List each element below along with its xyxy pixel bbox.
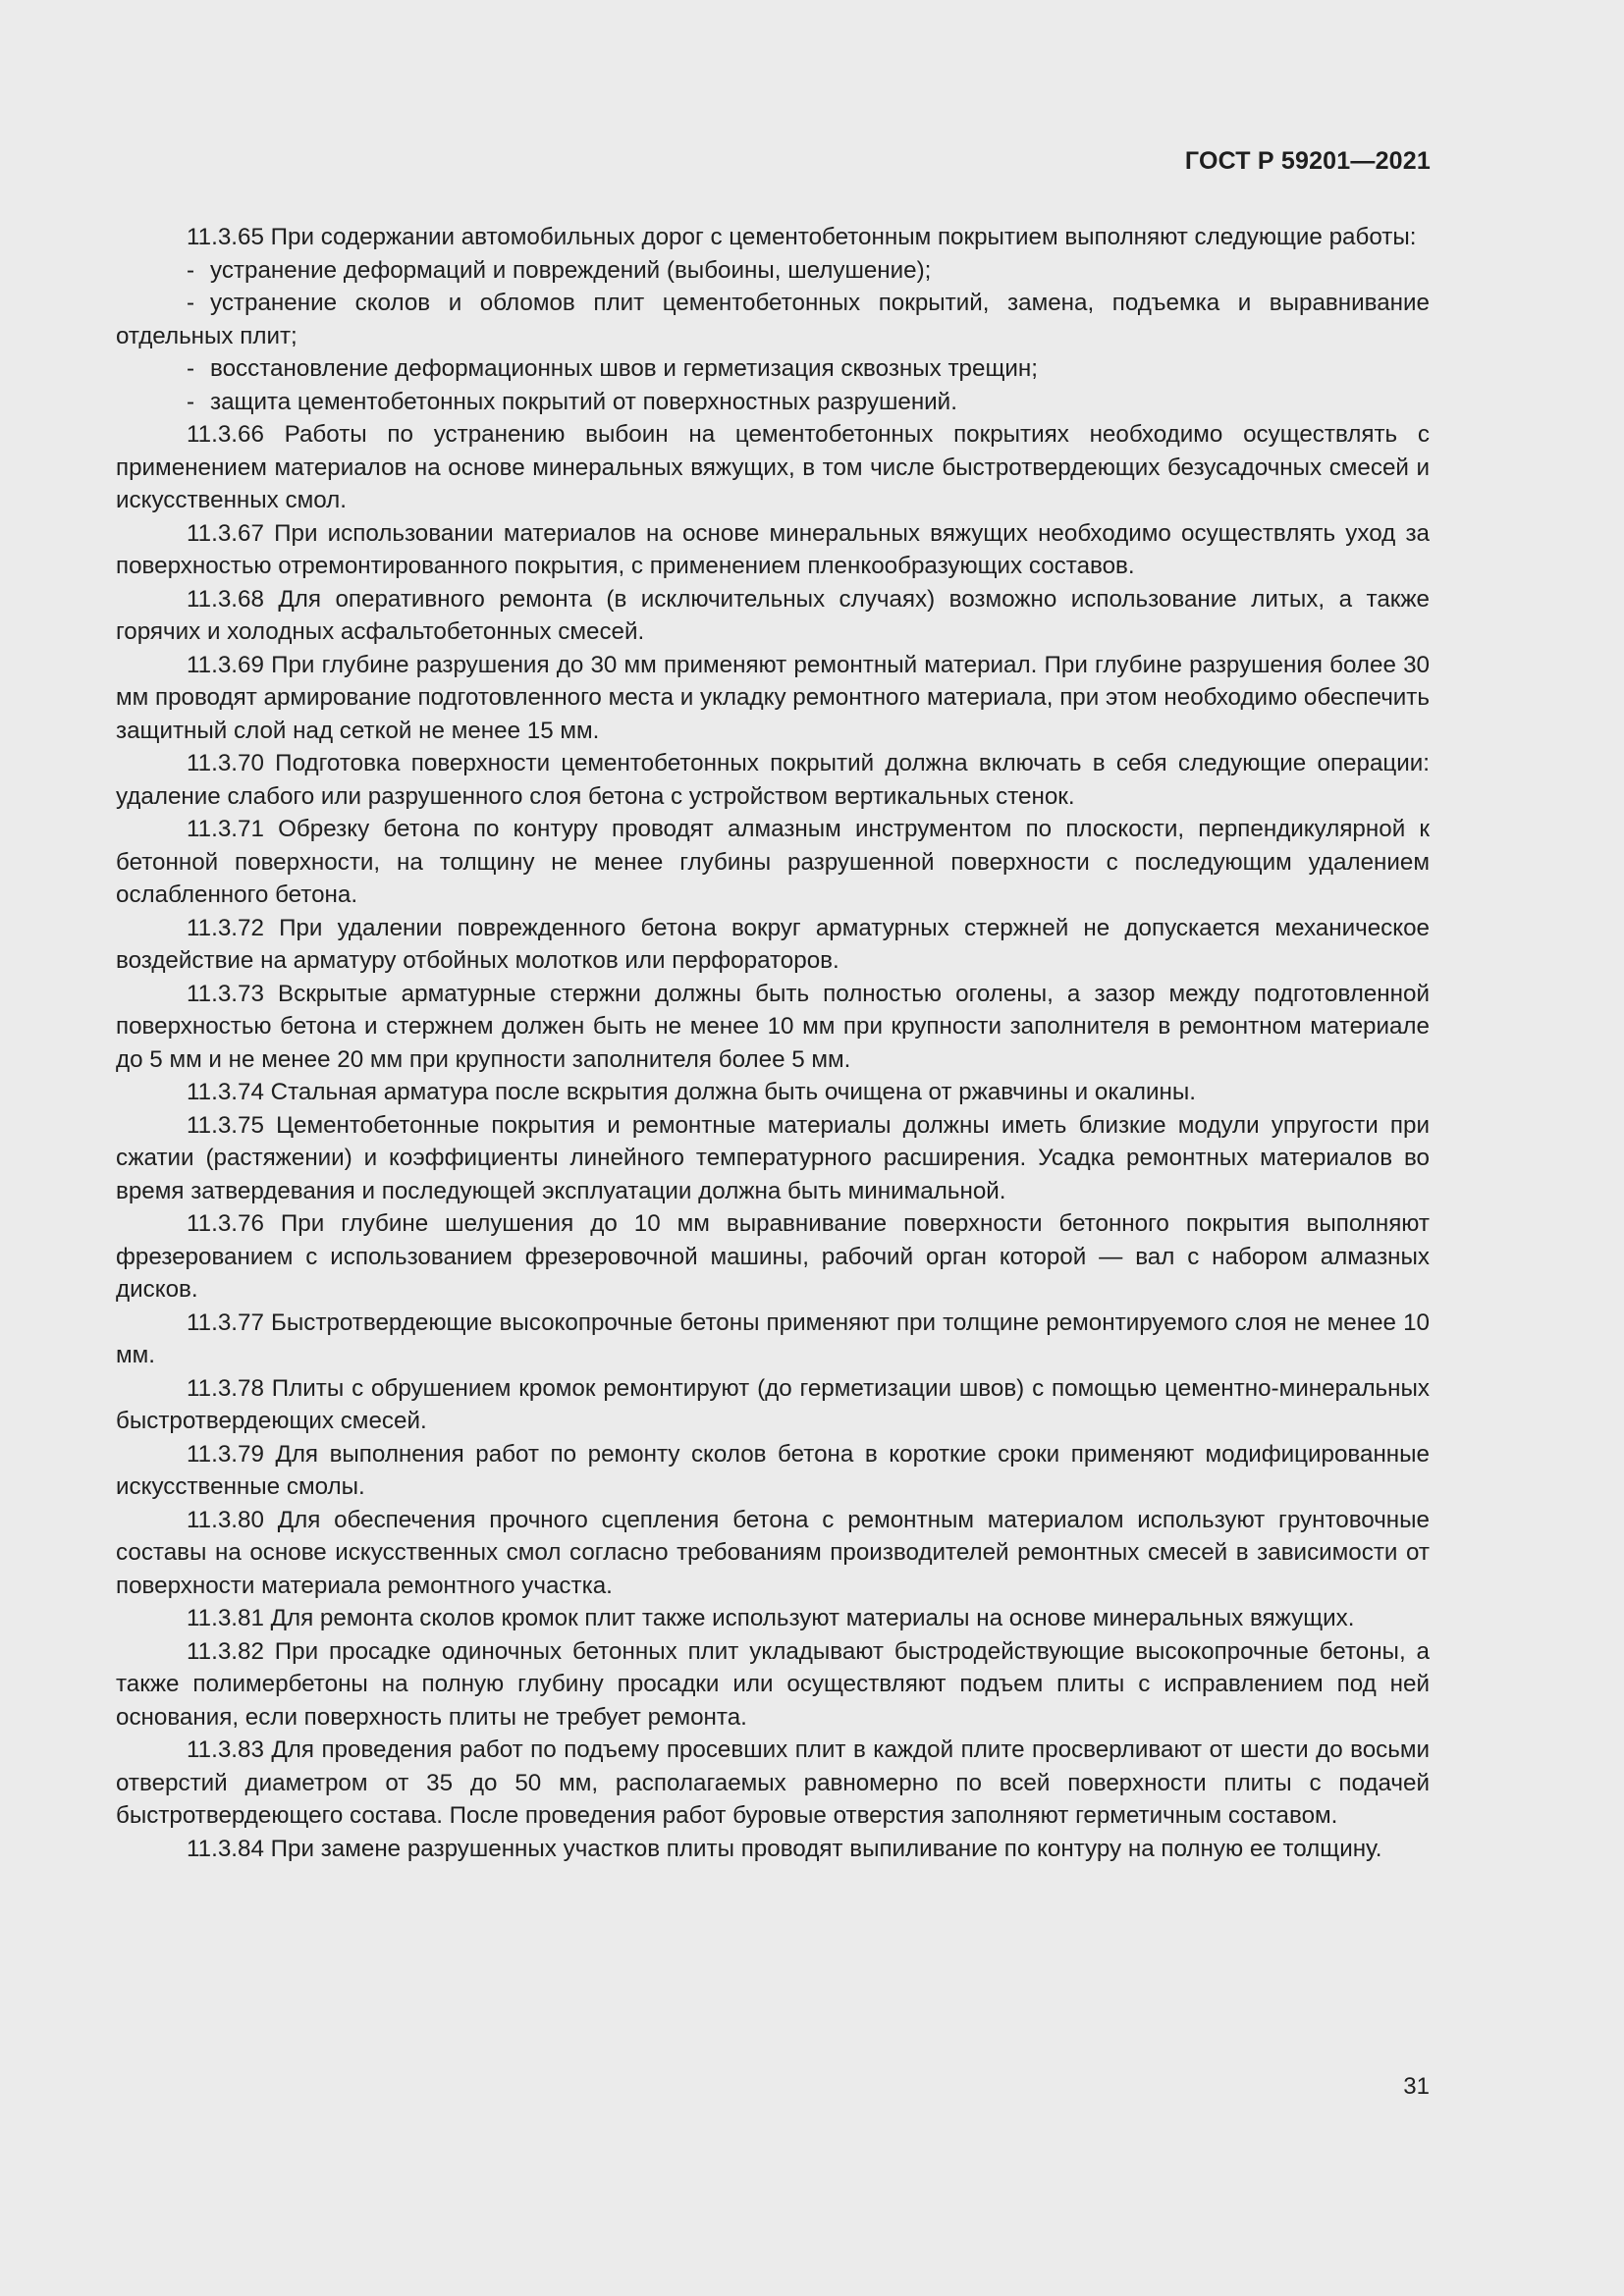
clause-paragraph: 11.3.78 Плиты с обрушением кромок ремонтируют (до герметизации швов) с помощью цементно-минеральных быстротвердеющих смесей. — [116, 1374, 1430, 1434]
list-dash: - — [187, 355, 195, 382]
list-item — [116, 386, 1430, 419]
clause-paragraph: 11.3.84 При замене разрушенных участков плиты проводят выпиливание по контуру на полную ее толщину. — [187, 1835, 1382, 1862]
clause-paragraph: 11.3.76 При глубине шелушения до 10 мм выравнивание поверхности бетонного покрытия выполняют фрезерованием с использованием фрезеровочной машины, рабочий орган которой — вал с набором алмазных дисков. — [116, 1210, 1430, 1303]
clause-paragraph: 11.3.81 Для ремонта сколов кромок плит также используют материалы на основе минеральных вяжущих. — [187, 1605, 1355, 1631]
clause-paragraph: 11.3.72 При удалении поврежденного бетона вокруг арматурных стержней не допускается механическое воздействие на арматуру отбойных молотков или перфораторов. — [116, 914, 1430, 974]
clause-paragraph: 11.3.73 Вскрытые арматурные стержни должны быть полностью оголены, а зазор между подготовленной поверхностью бетона и стержнем должен быть не менее 10 мм при крупности заполнителя в ремонтном материале до 5 мм и не менее 20 мм при крупности заполнителя более 5 мм. — [116, 980, 1430, 1073]
list-item-text: защита цементобетонных покрытий от поверхностных разрушений. — [210, 388, 957, 415]
list-item-text: устранение деформаций и повреждений (выбоины, шелушение); — [210, 256, 932, 284]
page-number: 31 — [1403, 2073, 1430, 2100]
clause-paragraph: 11.3.75 Цементобетонные покрытия и ремонтные материалы должны иметь близкие модули упругости при сжатии (растяжении) и коэффициенты линейного температурного расширения. Усадка ремонтных материалов во время затвердевания и последующей эксплуатации должна быть минимальной. — [116, 1111, 1430, 1204]
list-item-text: восстановление деформационных швов и герметизация сквозных трещин; — [210, 355, 1038, 382]
list-item — [116, 254, 1430, 288]
clause-paragraph: 11.3.70 Подготовка поверхности цементобетонных покрытий должна включать в себя следующие операции: удаление слабого или разрушенного слоя бетона с устройством вертикальных стенок. — [116, 750, 1430, 810]
clause-paragraph: 11.3.80 Для обеспечения прочного сцепления бетона с ремонтным материалом используют грунтовочные составы на основе искусственных смол согласно требованиям производителей ремонтных смесей в зависимости от поверхности материала ремонтного участка. — [116, 1506, 1430, 1599]
clause-paragraph: 11.3.83 Для проведения работ по подъему просевших плит в каждой плите просверливают от шести до восьми отверстий диаметром от 35 до 50 мм, располагаемых равномерно по всей поверхности плиты с подачей быстротвердеющего состава. После проведения работ буровые отверстия заполняют герметичным составом. — [116, 1736, 1430, 1829]
clause-paragraph: 11.3.77 Быстротвердеющие высокопрочные бетоны применяют при толщине ремонтируемого слоя не менее 10 мм. — [116, 1308, 1430, 1368]
list-dash: - — [187, 388, 195, 415]
list-dash: - — [187, 256, 195, 284]
clause-paragraph: 11.3.65 При содержании автомобильных дорог с цементобетонным покрытием выполняют следующие работы: — [187, 224, 1417, 250]
list-dash: - — [187, 290, 195, 316]
clause-paragraph: 11.3.69 При глубине разрушения до 30 мм применяют ремонтный материал. При глубине разрушения более 30 мм проводят армирование подготовленного места и укладку ремонтного материала, при этом необходимо обеспечить защитный слой над сеткой не менее 15 мм. — [116, 651, 1430, 744]
clause-paragraph: 11.3.67 При использовании материалов на основе минеральных вяжущих необходимо осуществлять уход за поверхностью отремонтированного покрытия, с применением пленкообразующих составов. — [116, 519, 1430, 579]
document-body — [116, 221, 1430, 1865]
list-item — [116, 287, 1430, 352]
list-item-text: устранение сколов и обломов плит цементобетонных покрытий, замена, подъемка и выравнивание отдельных плит; — [116, 290, 1430, 349]
clause-paragraph: 11.3.71 Обрезку бетона по контуру проводят алмазным инструментом по плоскости, перпендикулярной к бетонной поверхности, на толщину не менее глубины разрушенной поверхности с последующим удалением ослабленного бетона. — [116, 816, 1430, 908]
clause-paragraph: 11.3.74 Стальная арматура после вскрытия должна быть очищена от ржавчины и окалины. — [187, 1079, 1196, 1105]
clause-paragraph: 11.3.66 Работы по устранению выбоин на цементобетонных покрытиях необходимо осуществлять с применением материалов на основе минеральных вяжущих, в том числе быстротвердеющих безусадочных смесей и искусственных смол. — [116, 421, 1430, 513]
document-id-header: ГОСТ Р 59201—2021 — [1184, 147, 1431, 175]
clause-paragraph: 11.3.79 Для выполнения работ по ремонту сколов бетона в короткие сроки применяют модифицированные искусственные смолы. — [116, 1440, 1430, 1500]
list-item — [116, 352, 1430, 386]
clause-paragraph: 11.3.82 При просадке одиночных бетонных плит укладывают быстродействующие высокопрочные бетоны, а также полимербетоны на полную глубину просадки или осуществляют подъем плиты с исправлением под ней основания, если поверхность плиты не требует ремонта. — [116, 1637, 1430, 1731]
clause-paragraph: 11.3.68 Для оперативного ремонта (в исключительных случаях) возможно использование литых, а также горячих и холодных асфальтобетонных смесей. — [116, 585, 1430, 645]
